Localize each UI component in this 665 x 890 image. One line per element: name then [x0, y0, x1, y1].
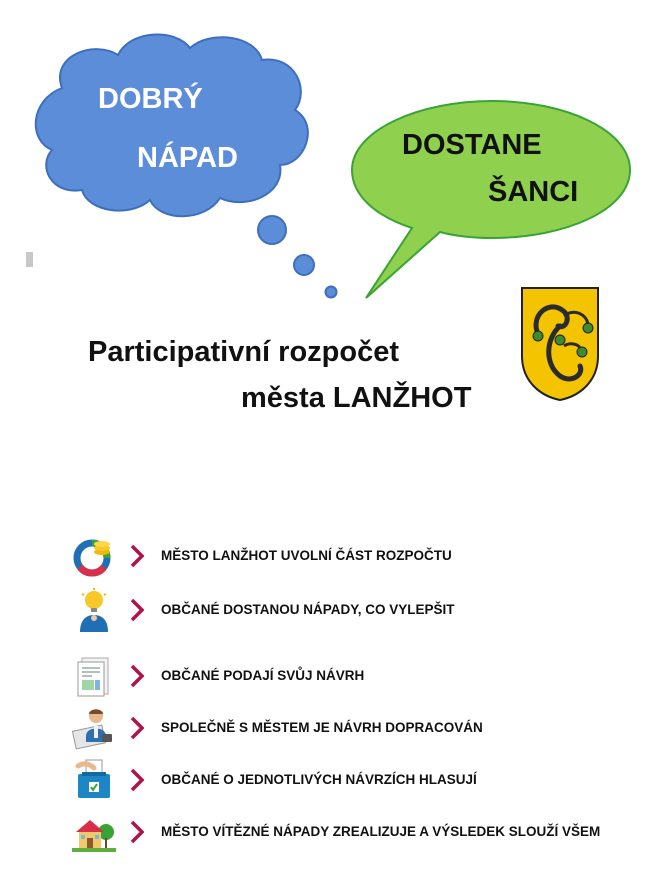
- page-marker: [26, 252, 33, 267]
- step-4: [64, 702, 654, 754]
- cloud-line-1: DOBRÝ: [98, 83, 203, 115]
- house-community-icon: [72, 810, 116, 854]
- chevron-right-icon: [130, 716, 144, 740]
- step-text: SPOLEČNĚ S MĚSTEM JE NÁVRH DOPRACOVÁN: [161, 720, 483, 735]
- cloud-line-2: NÁPAD: [137, 142, 238, 174]
- speech-bubble: [0, 0, 665, 310]
- step-text: OBČANÉ PODAJÍ SVŮJ NÁVRH: [161, 668, 365, 683]
- chevron-right-icon: [130, 664, 144, 688]
- budget-coins-icon: [72, 534, 116, 578]
- chevron-right-icon: [130, 768, 144, 792]
- coat-of-arms-icon: [520, 286, 600, 402]
- step-1: [64, 530, 654, 582]
- document-icon: [72, 654, 116, 698]
- step-text: OBČANÉ O JEDNOTLIVÝCH NÁVRZÍCH HLASUJÍ: [161, 772, 477, 787]
- chevron-right-icon: [130, 598, 144, 622]
- ballot-box-icon: [72, 758, 116, 802]
- step-text: MĚSTO LANŽHOT UVOLNÍ ČÁST ROZPOČTU: [161, 548, 452, 563]
- worker-blueprint-icon: [72, 706, 116, 750]
- title-line-2: města LANŽHOT: [241, 382, 472, 414]
- title-line-1: Participativní rozpočet: [88, 336, 400, 368]
- idea-bulb-person-icon: [72, 588, 116, 632]
- chevron-right-icon: [130, 820, 144, 844]
- step-3: [64, 650, 654, 702]
- step-text: OBČANÉ DOSTANOU NÁPADY, CO VYLEPŠIT: [161, 602, 455, 617]
- speech-line-2: ŠANCI: [488, 176, 579, 208]
- step-text: MĚSTO VÍTĚZNÉ NÁPADY ZREALIZUJE A VÝSLEDEK SLOUŽÍ VŠEM: [161, 824, 601, 839]
- chevron-right-icon: [130, 544, 144, 568]
- speech-line-1: DOSTANE: [402, 129, 542, 161]
- step-2: [64, 584, 654, 636]
- step-6: [64, 806, 654, 858]
- step-5: [64, 754, 654, 806]
